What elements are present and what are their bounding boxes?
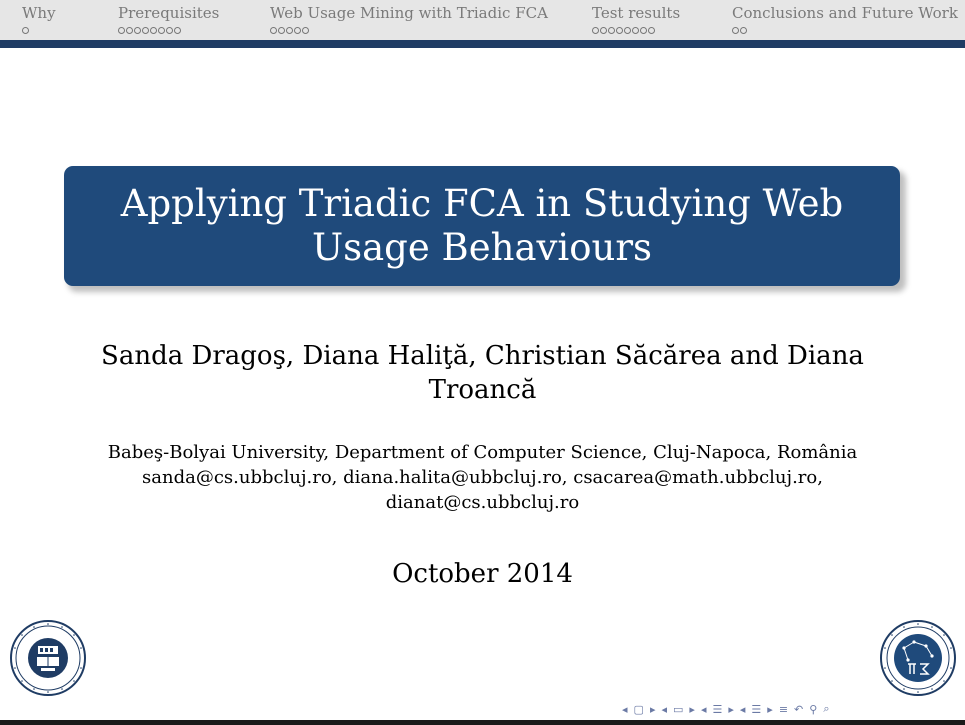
search-icon[interactable]: ⚲ [809, 702, 818, 716]
nav-progress-dots [270, 23, 548, 35]
next-section-arrow-icon[interactable]: ▸ [728, 702, 734, 716]
progress-dot-icon[interactable] [632, 27, 639, 34]
next-frame-arrow-icon[interactable]: ▸ [649, 702, 656, 716]
progress-dot-icon[interactable] [118, 27, 125, 34]
progress-dot-icon[interactable] [648, 27, 655, 34]
nav-progress-dots [732, 23, 958, 35]
header-divider [0, 40, 965, 48]
nav-section-label: Conclusions and Future Work [732, 4, 958, 22]
progress-dot-icon[interactable] [732, 27, 739, 34]
ubb-university-seal-icon [10, 620, 86, 696]
title-box [64, 166, 900, 286]
nav-section-prerequisites[interactable] [118, 4, 219, 35]
prev-frame-arrow-icon[interactable]: ◂ [622, 702, 628, 716]
progress-dot-icon[interactable] [142, 27, 149, 34]
footer-divider [0, 720, 965, 725]
affiliation-emails-cont: dianat@cs.ubbcluj.ro [385, 492, 580, 513]
progress-dot-icon[interactable] [270, 27, 277, 34]
progress-dot-icon[interactable] [150, 27, 157, 34]
section-icon[interactable]: ☰ [712, 702, 723, 716]
prev-subsection-arrow-icon[interactable]: ◂ [661, 702, 667, 716]
next-subsection-arrow-icon[interactable]: ▸ [689, 702, 695, 716]
progress-dot-icon[interactable] [640, 27, 647, 34]
progress-dot-icon[interactable] [600, 27, 607, 34]
progress-dot-icon[interactable] [134, 27, 141, 34]
progress-dot-icon[interactable] [294, 27, 301, 34]
nav-section-label: Web Usage Mining with Triadic FCA [270, 4, 548, 22]
slide-icon[interactable]: ☰ [751, 702, 762, 716]
progress-dot-icon[interactable] [302, 27, 309, 34]
progress-dot-icon[interactable] [174, 27, 181, 34]
frame-icon[interactable]: ▢ [633, 702, 644, 716]
progress-dot-icon[interactable] [278, 27, 285, 34]
nav-section-web-usage-mining[interactable] [270, 4, 548, 35]
appendix-icon[interactable]: ≡ [778, 702, 789, 716]
progress-dot-icon[interactable] [158, 27, 165, 34]
progress-dot-icon[interactable] [624, 27, 631, 34]
nav-progress-dots [118, 23, 219, 35]
subsection-icon[interactable]: ▭ [673, 702, 684, 716]
nav-section-label: Test results [592, 4, 681, 22]
progress-dot-icon[interactable] [608, 27, 615, 34]
presentation-date: October 2014 [392, 559, 573, 589]
nav-section-test-results[interactable] [592, 4, 680, 35]
progress-dot-icon[interactable] [740, 27, 747, 34]
affiliation-emails: sanda@cs.ubbcluj.ro, diana.halita@ubbcluj.ro, csacarea@math.ubbcluj.ro, [142, 467, 823, 488]
nav-section-label: Prerequisites [118, 4, 220, 22]
zoom-icon[interactable]: ⌕ [823, 702, 830, 715]
progress-dot-icon[interactable] [616, 27, 623, 34]
nav-section-conclusions[interactable] [732, 4, 958, 35]
undo-icon[interactable]: ↶ [794, 702, 804, 716]
nav-progress-dots [22, 23, 56, 35]
presentation-title: Applying Triadic FCA in Studying Web Usage Behaviours [120, 182, 844, 269]
math-cs-faculty-seal-icon [880, 620, 956, 696]
next-slide-arrow-icon[interactable]: ▸ [767, 702, 773, 716]
affiliation-institution: Babeş-Bolyai University, Department of Computer Science, Cluj-Napoca, România [107, 442, 858, 463]
progress-dot-icon[interactable] [286, 27, 293, 34]
beamer-navigation-symbols [622, 700, 965, 718]
nav-section-label: Why [22, 4, 56, 22]
prev-slide-arrow-icon[interactable]: ◂ [739, 702, 746, 716]
section-navigation [0, 0, 965, 40]
nav-progress-dots [592, 23, 680, 35]
authors: Sanda Dragoş, Diana Haliţă, Christian Săcărea and Diana Troancă [101, 341, 864, 405]
nav-section-why[interactable] [22, 4, 56, 35]
progress-dot-icon[interactable] [126, 27, 133, 34]
progress-dot-icon[interactable] [22, 27, 29, 34]
progress-dot-icon[interactable] [592, 27, 599, 34]
affiliation [60, 440, 905, 515]
progress-dot-icon[interactable] [166, 27, 173, 34]
prev-section-arrow-icon[interactable]: ◂ [700, 702, 707, 716]
